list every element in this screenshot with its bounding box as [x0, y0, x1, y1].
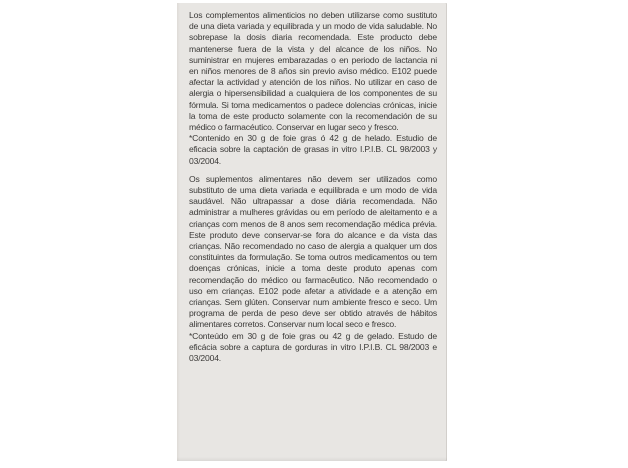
panel-bottom-shadow: [177, 457, 447, 461]
panel-fold-edge: [177, 3, 180, 461]
label-text-column: [189, 10, 437, 364]
spanish-footnote: *Contenido en 30 g de foie gras ó 42 g de helado. Estudio de eficacia sobre la captación de grasas in vitro I.P.I.B. CL 98/2003 y 03/2004.: [189, 133, 437, 166]
portuguese-footnote: *Conteúdo em 30 g de foie gras ou 42 g de gelado. Estudo de eficácia sobre a captura de gorduras in vitro I.P.I.B. CL 98/2003 e 03/2004.: [189, 330, 437, 364]
portuguese-warning-paragraph: Os suplementos alimentares não devem ser utilizados como substituto de uma dieta variada e equilibrada e um modo de vida saudável. Não ultrapassar a dose diária recomendada. Não administrar a mulheres grávidas ou em período de aleitamento e a crianças com menos de 8 anos sem recomendação médica prévia. Este produto deve conservar-se fora do alcance e da vista das crianças. Não recomendado no caso de alergia a qualquer um dos constituintes da formulação. Se toma outros medicamentos ou tem doenças crónicas, inicie a toma deste produto apenas com recomendação do médico ou farmacêutico. Não recomendado o uso em crianças. E102 pode afetar a atividade e a atenção em crianças. Sem glúten. Conservar num ambiente fresco e seco. Um programa de perda de peso deve ser obtido através de hábitos alimentares corretos. Conservar num local seco e fresco.: [189, 173, 437, 330]
spanish-warning-paragraph: Los complementos alimenticios no deben utilizarse como sustituto de una dieta variada y equilibrada y un modo de vida saludable. No sobrepase la dosis diaria recomendada. Este producto debe mantenerse fuera de la vista y del alcance de los niños. No suministrar en mujeres embarazadas o en periodo de lactancia ni en niños menores de 8 años sin previo aviso médico. E102 puede afectar la actividad y atención de los niños. No utilizar en caso de alergia o hipersensibilidad a cualquiera de los componentes de su fórmula. Si toma medicamentos o padece dolencias crónicas, inicie la toma de este producto solamente con la recomendación de su médico o farmacéutico. Conservar en lugar seco y fresco.: [189, 10, 437, 133]
package-side-panel: [177, 3, 447, 461]
